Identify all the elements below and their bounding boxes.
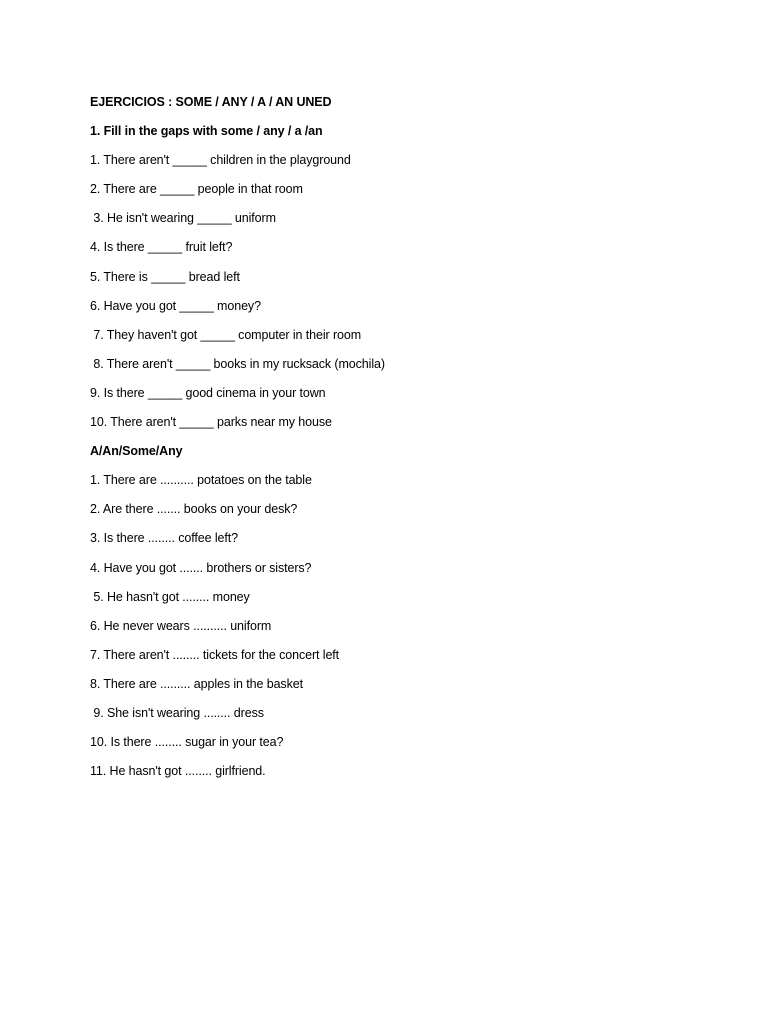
section1-item: 5. There is _____ bread left xyxy=(90,269,240,284)
section2-item: 3. Is there ........ coffee left? xyxy=(90,531,238,546)
section2-item: 5. He hasn't got ........ money xyxy=(90,589,250,604)
section1-item: 1. There aren't _____ children in the playground xyxy=(90,153,351,168)
section1-item: 3. He isn't wearing _____ uniform xyxy=(90,211,276,226)
section2-item: 2. Are there ....... books on your desk? xyxy=(90,502,298,517)
section2-item: 1. There are .......... potatoes on the table xyxy=(90,473,312,488)
section2-item: 6. He never wears .......... uniform xyxy=(90,618,272,633)
section2-item: 11. He hasn't got ........ girlfriend. xyxy=(90,764,266,779)
document-title: EJERCICIOS : SOME / ANY / A / AN UNED xyxy=(90,95,332,109)
section1-item: 10. There aren't _____ parks near my house xyxy=(90,415,332,430)
section1-item: 4. Is there _____ fruit left? xyxy=(90,240,233,255)
section1-item: 2. There are _____ people in that room xyxy=(90,182,303,197)
section2-item: 4. Have you got ....... brothers or sisters? xyxy=(90,560,312,575)
section2-heading: A/An/Some/Any xyxy=(90,444,183,459)
section1-item: 6. Have you got _____ money? xyxy=(90,298,261,313)
document-content xyxy=(90,93,730,791)
section1-item: 7. They haven't got _____ computer in their room xyxy=(90,327,362,342)
section2-item: 8. There are ......... apples in the basket xyxy=(90,676,303,691)
section1-heading: 1. Fill in the gaps with some / any / a /an xyxy=(90,124,323,139)
section2-item: 10. Is there ........ sugar in your tea? xyxy=(90,735,284,750)
section1-item: 9. Is there _____ good cinema in your town xyxy=(90,385,326,400)
section1-item: 8. There aren't _____ books in my rucksack (mochila) xyxy=(90,356,385,371)
section2-item: 7. There aren't ........ tickets for the concert left xyxy=(90,647,340,662)
section2-item: 9. She isn't wearing ........ dress xyxy=(90,705,264,720)
